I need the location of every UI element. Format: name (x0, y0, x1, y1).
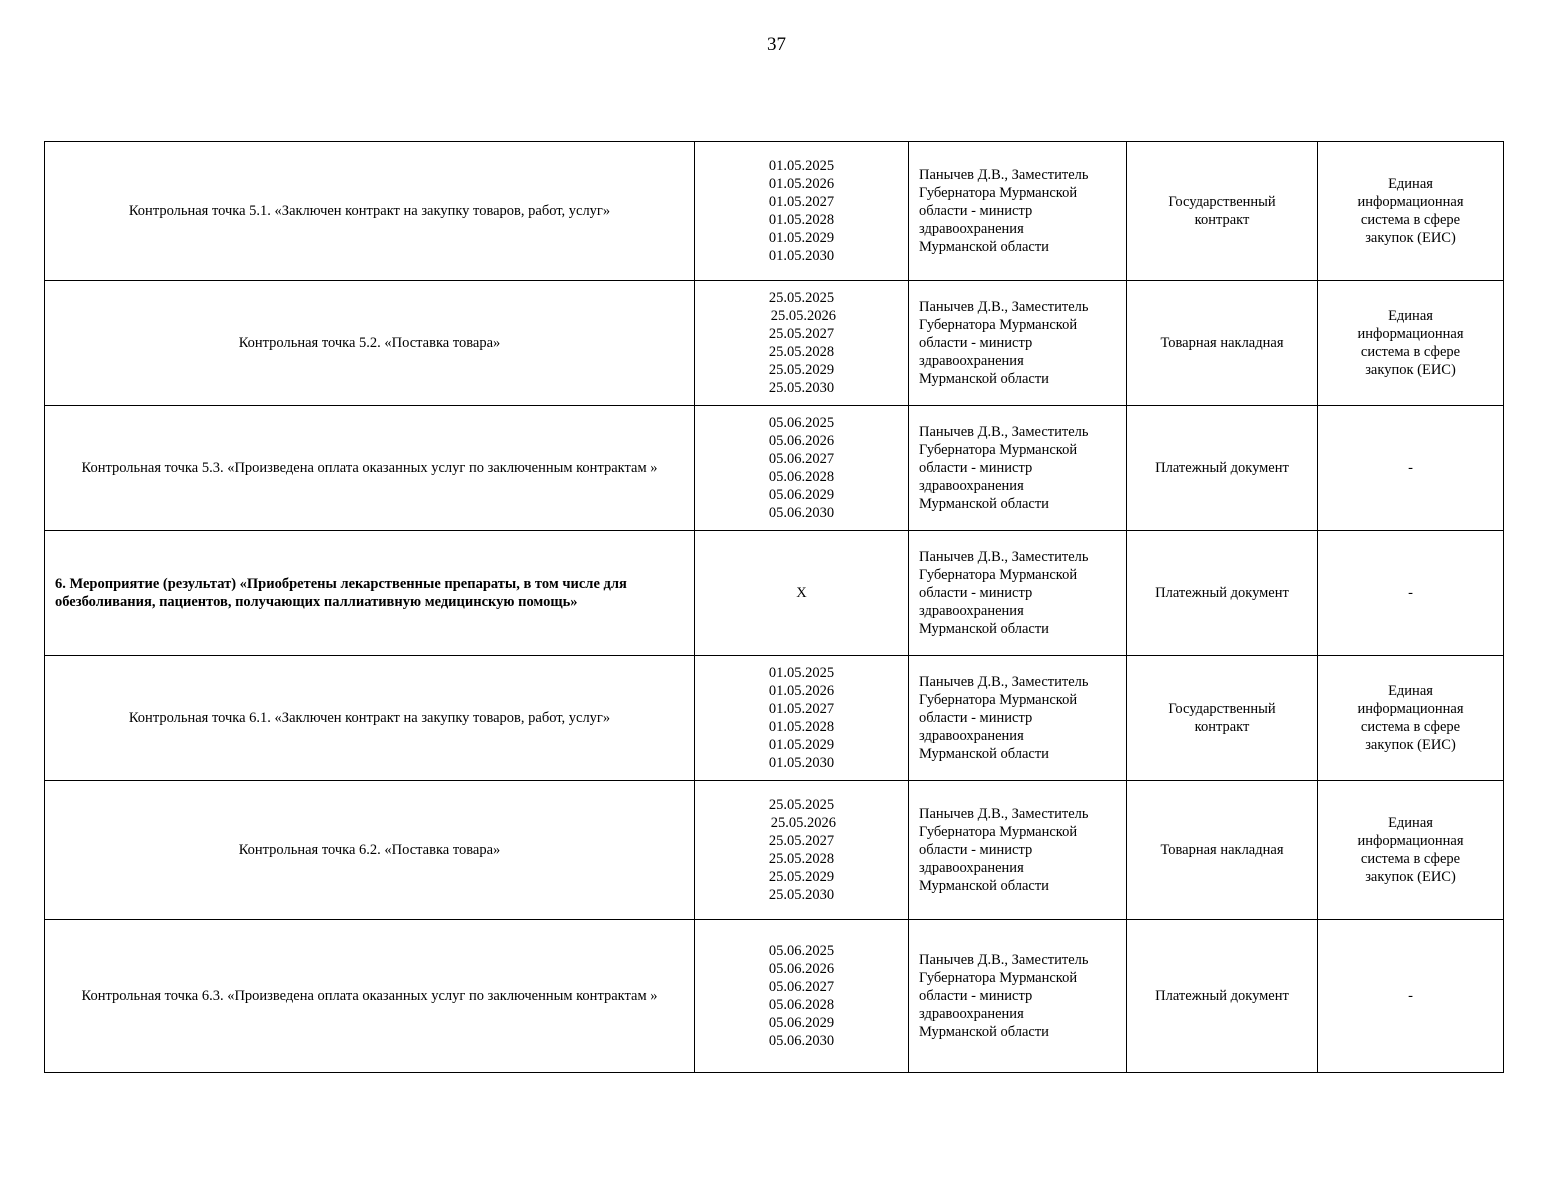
info-system-cell-line: закупок (ЕИС) (1365, 869, 1456, 885)
document-cell (1127, 656, 1318, 781)
responsible-cell-line: Мурманской области (919, 878, 1049, 894)
info-system-cell (1318, 142, 1504, 281)
document-cell-line: контракт (1194, 719, 1250, 735)
dates-cell-line: 01.05.2030 (768, 755, 835, 771)
dates-cell-line: 05.06.2028 (768, 469, 835, 485)
dates-cell-line: 25.05.2026 (767, 815, 836, 831)
responsible-cell-line: Панычев Д.В., Заместитель (919, 806, 1089, 822)
responsible-cell (909, 406, 1127, 531)
dates-cell-line: 25.05.2029 (768, 362, 835, 378)
info-system-cell-line: система в сфере (1360, 851, 1461, 867)
responsible-cell-line: Губернатора Мурманской (919, 567, 1078, 583)
responsible-cell-line: Губернатора Мурманской (919, 442, 1078, 458)
dates-cell-line: 05.06.2025 (768, 943, 835, 959)
info-system-cell-line: система в сфере (1360, 719, 1461, 735)
info-system-cell-line: - (1408, 585, 1413, 601)
dates-cell-line: 05.06.2029 (768, 1015, 835, 1031)
responsible-cell-line: Панычев Д.В., Заместитель (919, 167, 1089, 183)
info-system-cell (1318, 281, 1504, 406)
control-point-name-cell: Контрольная точка 6.1. «Заключен контракт на закупку товаров, работ, услуг» (45, 656, 695, 781)
dates-cell-line: 01.05.2025 (768, 665, 835, 681)
responsible-cell-line: здравоохранения (919, 603, 1024, 619)
responsible-cell-line: Панычев Д.В., Заместитель (919, 424, 1089, 440)
document-cell (1127, 920, 1318, 1073)
info-system-cell (1318, 920, 1504, 1073)
info-system-cell-line: Единая (1388, 176, 1433, 192)
document-cell-line: Товарная накладная (1160, 842, 1284, 858)
dates-cell (695, 531, 909, 656)
dates-cell (695, 656, 909, 781)
responsible-cell-line: Мурманской области (919, 621, 1049, 637)
dates-cell-line: 01.05.2027 (768, 701, 835, 717)
responsible-cell-line: здравоохранения (919, 478, 1024, 494)
dates-cell (695, 406, 909, 531)
responsible-cell (909, 656, 1127, 781)
document-cell-line: Государственный (1168, 194, 1276, 210)
responsible-cell (909, 531, 1127, 656)
dates-cell (695, 281, 909, 406)
document-cell-line: Государственный (1168, 701, 1276, 717)
info-system-cell-line: закупок (ЕИС) (1365, 737, 1456, 753)
info-system-cell (1318, 781, 1504, 920)
dates-cell-line: 25.05.2025 (768, 290, 835, 306)
dates-cell-line: 05.06.2027 (768, 979, 835, 995)
dates-cell-line: 05.06.2026 (768, 433, 835, 449)
dates-cell-line: 01.05.2029 (768, 230, 835, 246)
control-points-table (44, 141, 1504, 1073)
responsible-cell-line: Панычев Д.В., Заместитель (919, 674, 1089, 690)
document-cell-line: Платежный документ (1155, 988, 1289, 1004)
dates-cell-line: 01.05.2027 (768, 194, 835, 210)
dates-cell-line: 05.06.2030 (768, 1033, 835, 1049)
info-system-cell-line: система в сфере (1360, 344, 1461, 360)
responsible-cell-line: здравоохранения (919, 221, 1024, 237)
responsible-cell-line: Мурманской области (919, 239, 1049, 255)
dates-cell-line: 05.06.2026 (768, 961, 835, 977)
dates-cell-line: 25.05.2027 (768, 326, 835, 342)
dates-cell-line: 05.06.2028 (768, 997, 835, 1013)
document-cell-line: Товарная накладная (1160, 335, 1284, 351)
responsible-cell-line: здравоохранения (919, 1006, 1024, 1022)
dates-cell-line: 01.05.2026 (768, 683, 835, 699)
info-system-cell (1318, 406, 1504, 531)
dates-cell-line: 05.06.2030 (768, 505, 835, 521)
document-cell (1127, 281, 1318, 406)
info-system-cell-line: закупок (ЕИС) (1365, 230, 1456, 246)
responsible-cell-line: области - министр (919, 585, 1033, 601)
table-row (45, 920, 1504, 1073)
dates-cell-line: 05.06.2027 (768, 451, 835, 467)
info-system-cell-line: - (1408, 988, 1413, 1004)
table-row (45, 531, 1504, 656)
activity-name-cell: 6. Мероприятие (результат) «Приобретены лекарственные препараты, в том числе для обезболивания, пациентов, получающих паллиативную медицинскую помощь» (45, 531, 695, 656)
document-cell-line: контракт (1194, 212, 1250, 228)
document-cell (1127, 781, 1318, 920)
table-row (45, 142, 1504, 281)
dates-cell-line: 01.05.2028 (768, 719, 835, 735)
dates-cell-line: X (796, 585, 807, 601)
control-point-name-cell: Контрольная точка 5.2. «Поставка товара» (45, 281, 695, 406)
responsible-cell-line: области - министр (919, 335, 1033, 351)
responsible-cell-line: здравоохранения (919, 353, 1024, 369)
dates-cell-line: 25.05.2030 (768, 380, 835, 396)
responsible-cell-line: здравоохранения (919, 860, 1024, 876)
document-cell (1127, 531, 1318, 656)
info-system-cell-line: система в сфере (1360, 212, 1461, 228)
dates-cell-line: 01.05.2030 (768, 248, 835, 264)
table-body (45, 142, 1504, 1073)
info-system-cell-line: - (1408, 460, 1413, 476)
info-system-cell-line: Единая (1388, 683, 1433, 699)
responsible-cell (909, 142, 1127, 281)
dates-cell-line: 25.05.2028 (768, 851, 835, 867)
responsible-cell-line: области - министр (919, 203, 1033, 219)
page-number: 37 (767, 34, 786, 55)
control-point-name-cell: Контрольная точка 5.1. «Заключен контракт на закупку товаров, работ, услуг» (45, 142, 695, 281)
responsible-cell-line: Панычев Д.В., Заместитель (919, 952, 1089, 968)
dates-cell-line: 25.05.2028 (768, 344, 835, 360)
dates-cell-line: 25.05.2025 (768, 797, 835, 813)
table-row (45, 656, 1504, 781)
dates-cell-line: 01.05.2029 (768, 737, 835, 753)
dates-cell (695, 920, 909, 1073)
dates-cell-line: 25.05.2029 (768, 869, 835, 885)
info-system-cell (1318, 656, 1504, 781)
table-row (45, 781, 1504, 920)
responsible-cell-line: области - министр (919, 842, 1033, 858)
responsible-cell (909, 781, 1127, 920)
document-cell (1127, 142, 1318, 281)
info-system-cell-line: Единая (1388, 815, 1433, 831)
responsible-cell-line: Губернатора Мурманской (919, 692, 1078, 708)
table-row (45, 406, 1504, 531)
document-cell-line: Платежный документ (1155, 585, 1289, 601)
info-system-cell-line: информационная (1357, 326, 1464, 342)
responsible-cell-line: области - министр (919, 988, 1033, 1004)
dates-cell-line: 01.05.2028 (768, 212, 835, 228)
responsible-cell-line: области - министр (919, 460, 1033, 476)
document-cell-line: Платежный документ (1155, 460, 1289, 476)
dates-cell-line: 01.05.2025 (768, 158, 835, 174)
responsible-cell-line: Губернатора Мурманской (919, 970, 1078, 986)
info-system-cell-line: информационная (1357, 194, 1464, 210)
table-row (45, 281, 1504, 406)
dates-cell-line: 05.06.2029 (768, 487, 835, 503)
responsible-cell-line: Мурманской области (919, 496, 1049, 512)
dates-cell-line: 01.05.2026 (768, 176, 835, 192)
responsible-cell-line: Губернатора Мурманской (919, 185, 1078, 201)
responsible-cell-line: Мурманской области (919, 1024, 1049, 1040)
control-point-name-cell: Контрольная точка 6.2. «Поставка товара» (45, 781, 695, 920)
responsible-cell-line: здравоохранения (919, 728, 1024, 744)
control-point-name-cell: Контрольная точка 5.3. «Произведена оплата оказанных услуг по заключенным контрактам » (45, 406, 695, 531)
responsible-cell-line: Панычев Д.В., Заместитель (919, 299, 1089, 315)
info-system-cell-line: Единая (1388, 308, 1433, 324)
responsible-cell-line: Губернатора Мурманской (919, 824, 1078, 840)
dates-cell-line: 25.05.2027 (768, 833, 835, 849)
dates-cell (695, 142, 909, 281)
responsible-cell (909, 920, 1127, 1073)
dates-cell (695, 781, 909, 920)
dates-cell-line: 05.06.2025 (768, 415, 835, 431)
dates-cell-line: 25.05.2030 (768, 887, 835, 903)
responsible-cell-line: Мурманской области (919, 746, 1049, 762)
responsible-cell-line: области - министр (919, 710, 1033, 726)
dates-cell-line: 25.05.2026 (767, 308, 836, 324)
responsible-cell (909, 281, 1127, 406)
responsible-cell-line: Панычев Д.В., Заместитель (919, 549, 1089, 565)
responsible-cell-line: Губернатора Мурманской (919, 317, 1078, 333)
info-system-cell (1318, 531, 1504, 656)
control-point-name-cell: Контрольная точка 6.3. «Произведена оплата оказанных услуг по заключенным контрактам » (45, 920, 695, 1073)
document-cell (1127, 406, 1318, 531)
info-system-cell-line: информационная (1357, 701, 1464, 717)
info-system-cell-line: закупок (ЕИС) (1365, 362, 1456, 378)
responsible-cell-line: Мурманской области (919, 371, 1049, 387)
info-system-cell-line: информационная (1357, 833, 1464, 849)
